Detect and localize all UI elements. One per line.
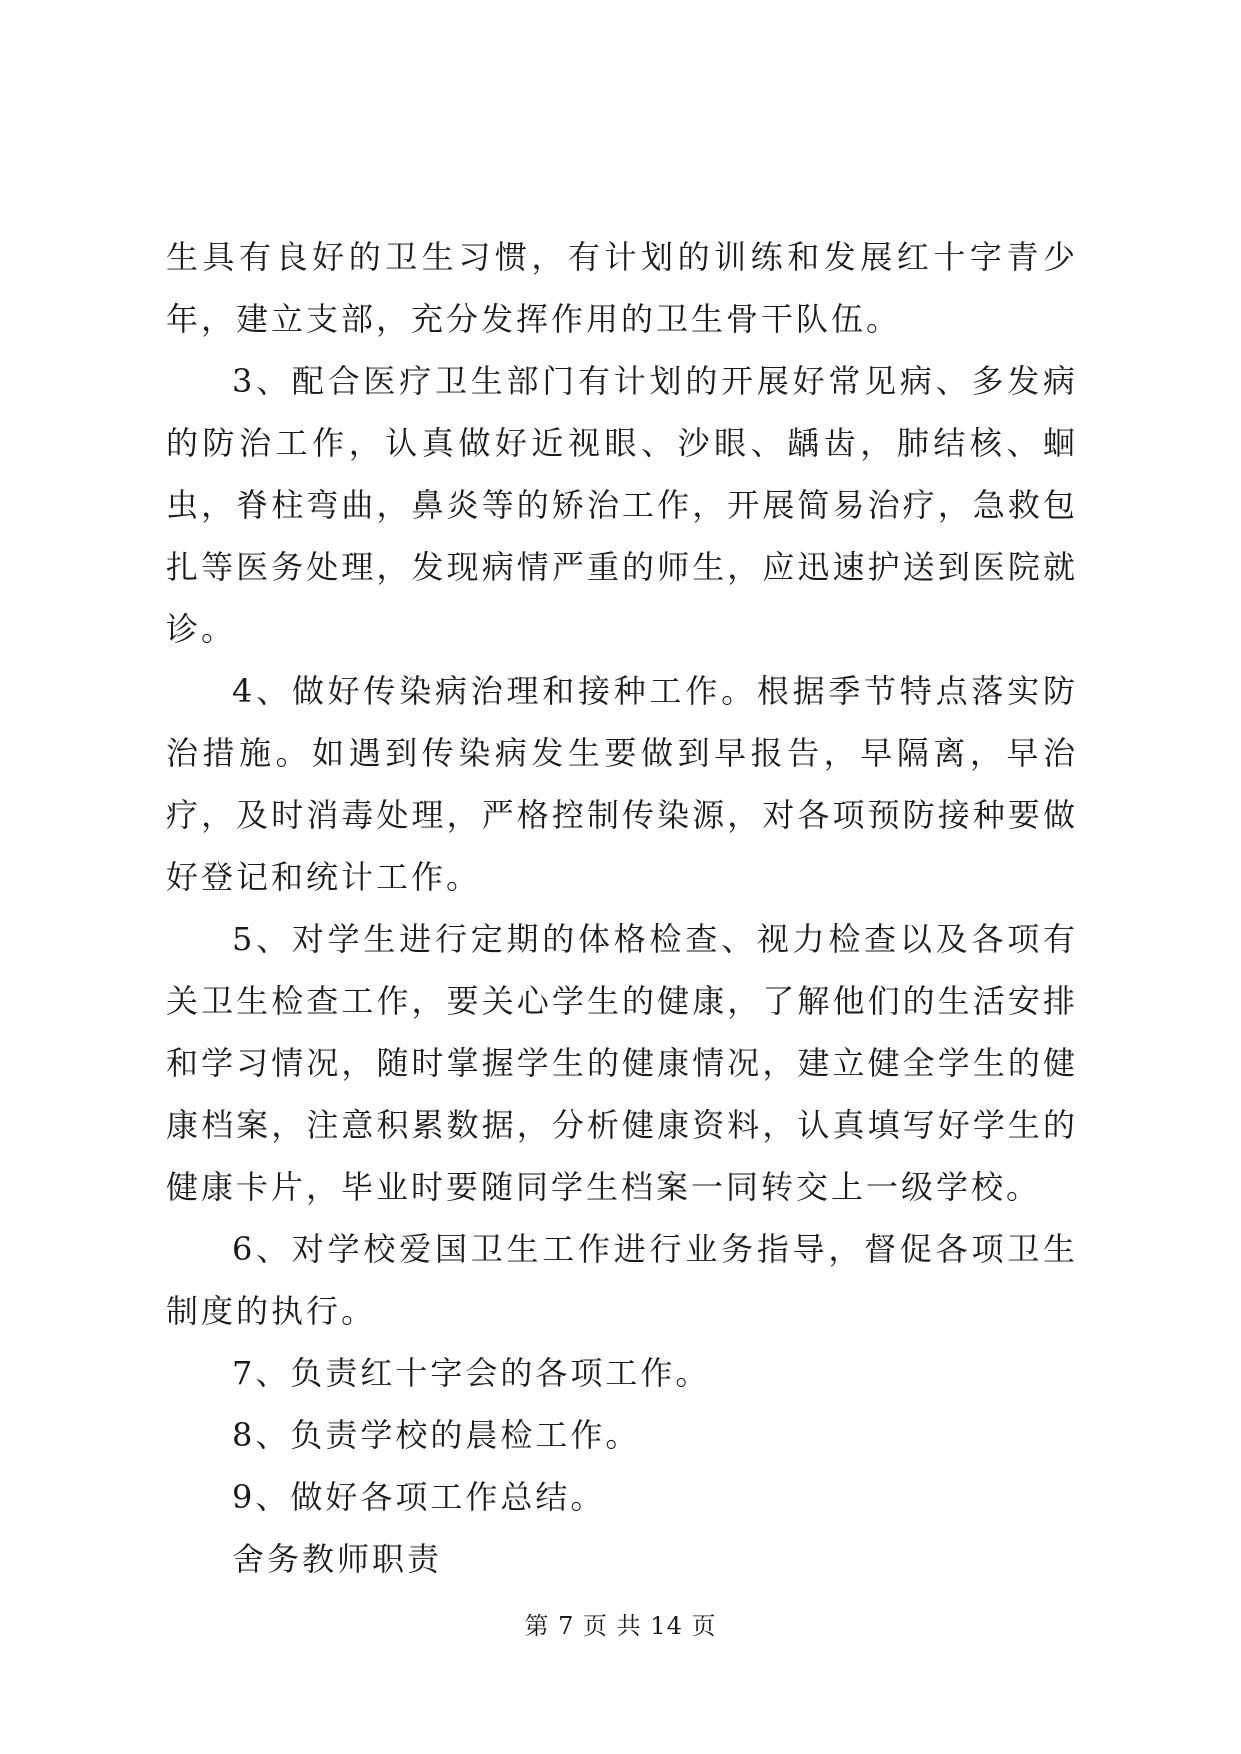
paragraph-item-4: 4、做好传染病治理和接种工作。根据季节特点落实防治措施。如遇到传染病发生要做到早报告，早隔离，早治疗，及时消毒处理，严格控制传染源，对各项预防接种要做好登记和统计工作。	[166, 672, 1078, 896]
paragraph-item-6: 6、对学校爱国卫生工作进行业务指导，督促各项卫生制度的执行。	[166, 1230, 1078, 1330]
section-heading: 舍务教师职责	[232, 1540, 443, 1578]
paragraph-item-7: 7、负责红十字会的各项工作。	[232, 1354, 711, 1392]
page-number-footer: 第 7 页 共 14 页	[524, 1612, 717, 1640]
paragraph-item-3: 3、配合医疗卫生部门有计划的开展好常见病、多发病的防治工作，认真做好近视眼、沙眼、龋齿，肺结核、蛔虫，脊柱弯曲，鼻炎等的矫治工作，开展简易治疗，急救包扎等医务处理，发现病情严重的师生，应迅速护送到医院就诊。	[166, 362, 1078, 648]
paragraph-item-9: 9、做好各项工作总结。	[232, 1478, 606, 1516]
paragraph-item-8: 8、负责学校的晨检工作。	[232, 1416, 641, 1454]
document-body	[166, 226, 1078, 1590]
paragraph-continuation: 生具有良好的卫生习惯，有计划的训练和发展红十字青少年，建立支部，充分发挥作用的卫生骨干队伍。	[166, 238, 1078, 338]
paragraph-item-5: 5、对学生进行定期的体格检查、视力检查以及各项有关卫生检查工作，要关心学生的健康，了解他们的生活安排和学习情况，随时掌握学生的健康情况，建立健全学生的健康档案，注意积累数据，分析健康资料，认真填写好学生的健康卡片，毕业时要随同学生档案一同转交上一级学校。	[166, 920, 1078, 1206]
